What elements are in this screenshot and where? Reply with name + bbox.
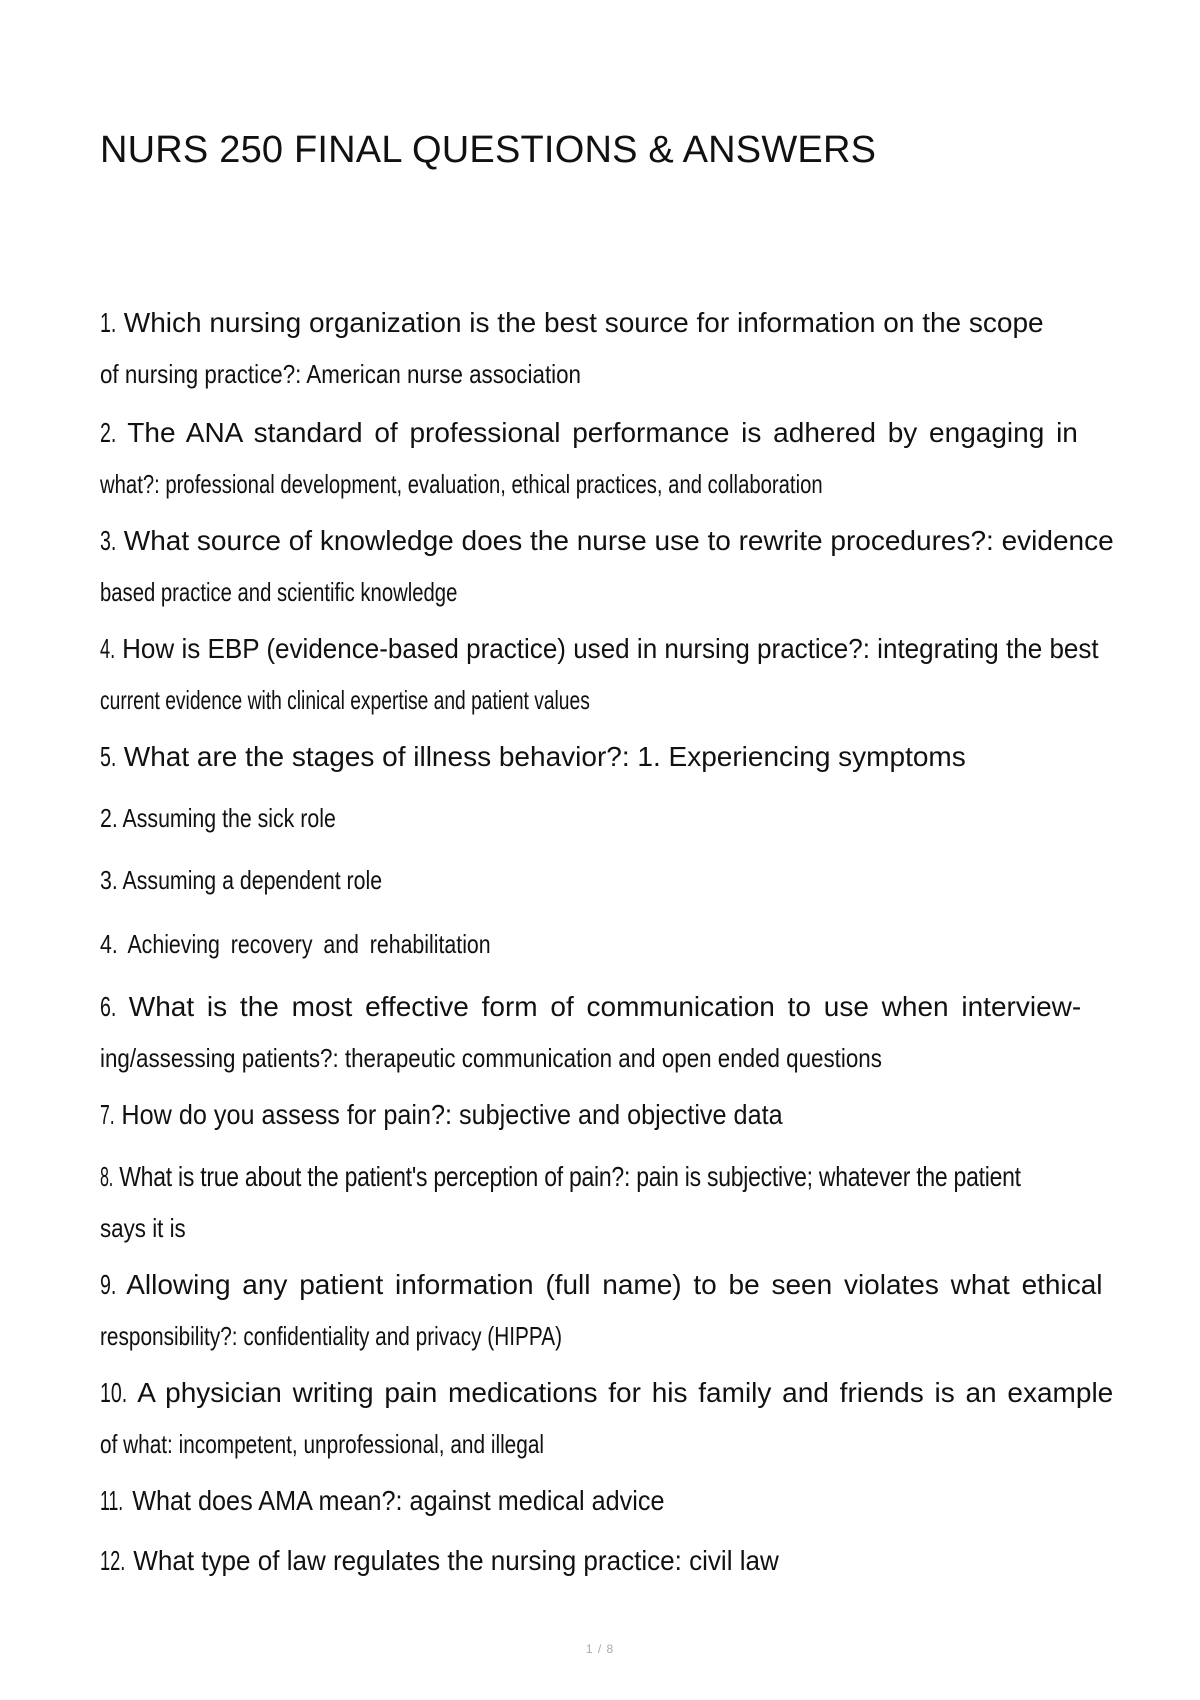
question-number: 2. (100, 417, 117, 448)
page-number: 1 / 8 (585, 1642, 615, 1656)
question-text: Which nursing organization is the best source for information on the scope (123, 307, 1044, 338)
question-number: 6. (100, 991, 117, 1022)
question-number: 9. (100, 1269, 117, 1300)
question-text: How do you assess for pain?: subjective and objective data (121, 1099, 783, 1130)
question-number: 11. (100, 1485, 124, 1516)
question-text: What type of law regulates the nursing practice: civil law (133, 1545, 779, 1576)
question-5-stage-2 (100, 802, 336, 834)
question-9-line-2: responsibility?: confidentiality and privacy (HIPPA) (100, 1321, 563, 1351)
question-6-line-2: ing/assessing patients?: therapeutic communication and open ended questions (100, 1043, 882, 1073)
question-text: A physician writing pain medications for his family and friends is an example (137, 1377, 1114, 1408)
question-number: 3. (100, 525, 117, 556)
question-5-stage-4 (100, 928, 491, 960)
question-3-line-1 (100, 524, 1114, 558)
question-5-line-1 (100, 740, 966, 774)
question-number: 12. (100, 1545, 126, 1576)
question-4-line-2: current evidence with clinical expertise and patient values (100, 685, 590, 715)
question-number: 7. (100, 1099, 115, 1130)
question-8-line-2: says it is (100, 1213, 186, 1243)
stage-number: 4. (100, 929, 118, 959)
question-text: How is EBP (evidence-based practice) used in nursing practice?: integrating the best (122, 633, 1099, 664)
question-6-line-1 (100, 990, 1081, 1024)
question-number: 8. (100, 1161, 114, 1192)
question-text: Allowing any patient information (full name) to be seen violates what ethical (126, 1269, 1103, 1300)
question-8-line-1 (100, 1160, 1021, 1194)
question-2-line-1 (100, 416, 1078, 450)
question-2-line-2: what?: professional development, evaluation, ethical practices, and collaboration (100, 469, 823, 499)
stage-number: 3. (100, 865, 118, 895)
question-text: The ANA standard of professional performance is adhered by engaging in (127, 417, 1078, 448)
page-title: NURS 250 FINAL QUESTIONS & ANSWERS (100, 129, 877, 171)
question-11-line-1 (100, 1484, 664, 1518)
stage-text: Assuming a dependent role (122, 865, 383, 895)
question-5-stage-3 (100, 864, 382, 896)
question-number: 4. (100, 633, 116, 664)
question-4-line-1 (100, 632, 1099, 666)
question-number: 5. (100, 741, 117, 772)
stage-number: 2. (100, 803, 118, 833)
question-9-line-1 (100, 1268, 1103, 1302)
question-number: 10. (100, 1377, 128, 1408)
question-3-line-2: based practice and scientific knowledge (100, 577, 458, 607)
question-text: What source of knowledge does the nurse use to rewrite procedures?: evidence (123, 525, 1114, 556)
question-7-line-1 (100, 1098, 783, 1132)
stage-text: Achieving recovery and rehabilitation (127, 929, 491, 959)
question-10-line-2: of what: incompetent, unprofessional, and illegal (100, 1429, 545, 1459)
question-text: What is the most effective form of communication to use when interview- (128, 991, 1082, 1022)
question-text: What are the stages of illness behavior?: 1. Experiencing symptoms (123, 741, 966, 772)
question-1-line-1 (100, 306, 1044, 340)
question-1-line-2: of nursing practice?: American nurse association (100, 359, 581, 389)
stage-text: Assuming the sick role (122, 803, 336, 833)
question-text: What is true about the patient's perception of pain?: pain is subjective; whatever the patient (119, 1161, 1021, 1192)
question-12-line-1 (100, 1544, 779, 1578)
question-text: What does AMA mean?: against medical advice (132, 1485, 665, 1516)
question-10-line-1 (100, 1376, 1113, 1410)
question-number: 1. (100, 307, 117, 338)
